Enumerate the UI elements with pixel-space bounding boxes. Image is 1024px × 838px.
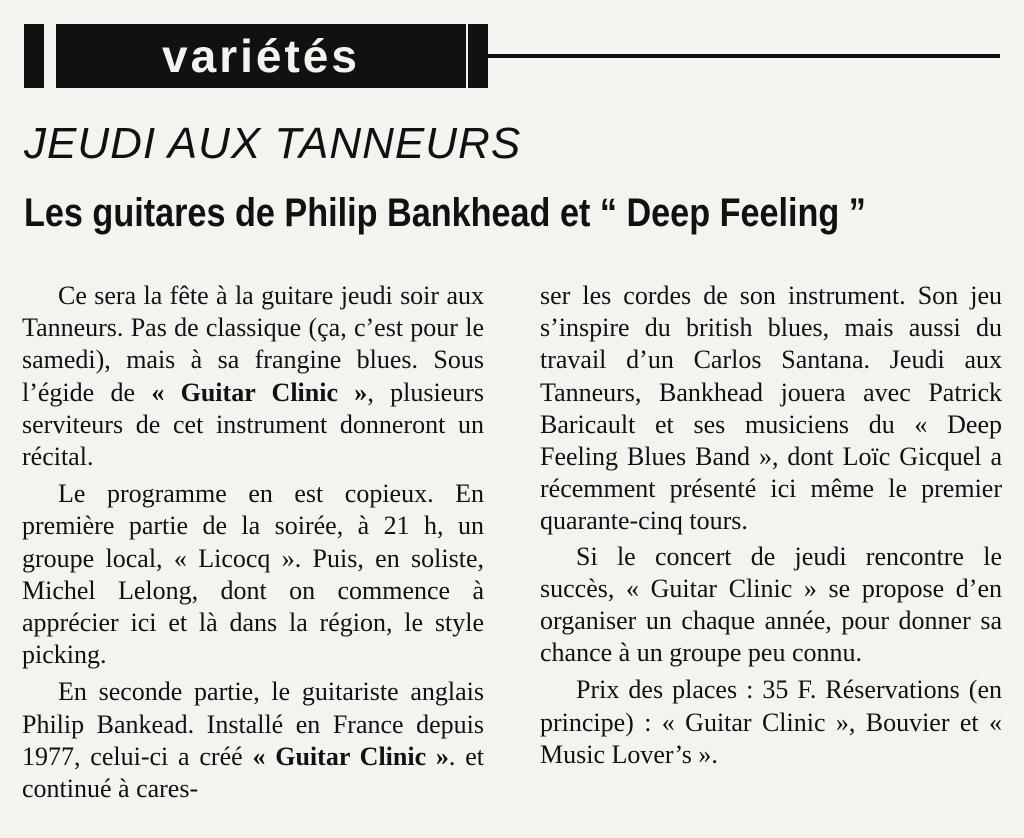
- paragraph-2: Le programme en est copieux. En première partie de la soirée, à 21 h, un groupe local, « Licocq ». Puis, en soliste, Michel Lelong, dont on commence à apprécier ici et là dans la région, le style picking.: [22, 479, 484, 670]
- paragraph-1-text-c: , plusieurs serviteurs de cet instrument donneront un récital.: [22, 377, 484, 472]
- paragraph-3-continued: ser les cordes de son instrument. Son jeu s’inspire du british blues, mais aussi du travail d’un Carlos Santana. Jeudi aux Tanneurs, Bankhead jouera avec Patrick Baricault et ses musiciens du « Deep Feeling Blues Band », dont Loïc Gicquel a récemment présenté ici même le premier quarante-cinq tours.: [540, 281, 1002, 536]
- paragraph-3: [22, 676, 484, 805]
- rubric-rule: [488, 54, 1000, 58]
- guitar-clinic-bold-2: « Guitar Clinic »: [252, 741, 449, 771]
- paragraph-3-text-c: . et continué à cares-: [22, 741, 484, 804]
- section-rubric: variétés: [56, 24, 466, 88]
- article-column-right: [540, 280, 1002, 771]
- paragraph-5: Prix des places : 35 F. Réservations (en principe) : « Guitar Clinic », Bouvier et « Music Lover’s ».: [540, 675, 1002, 769]
- paragraph-1: [22, 280, 484, 473]
- article-headline: Les guitares de Philip Bankhead et “ Deep Feeling ”: [24, 191, 866, 235]
- rubric-bar-right: [468, 24, 488, 88]
- paragraph-3-text-a: En seconde partie, le guitariste anglais Philip Bankead. Installé en France depuis 1977, celui-ci a créé: [22, 677, 484, 771]
- guitar-clinic-bold: « Guitar Clinic »: [151, 377, 368, 407]
- article-kicker: JEUDI AUX TANNEURS: [24, 119, 522, 168]
- rubric-bar-left: [24, 24, 44, 88]
- paragraph-4: Si le concert de jeudi rencontre le succès, « Guitar Clinic » se propose d’en organiser un chaque année, pour donner sa chance à un groupe peu connu.: [540, 541, 1002, 668]
- article-column-left: [22, 280, 484, 805]
- paragraph-1-text-a: Ce sera la fête à la guitare jeudi soir aux Tanneurs. Pas de classique (ça, c’est pour le samedi), mais à sa frangine blues. Sous l’égide de: [22, 281, 484, 407]
